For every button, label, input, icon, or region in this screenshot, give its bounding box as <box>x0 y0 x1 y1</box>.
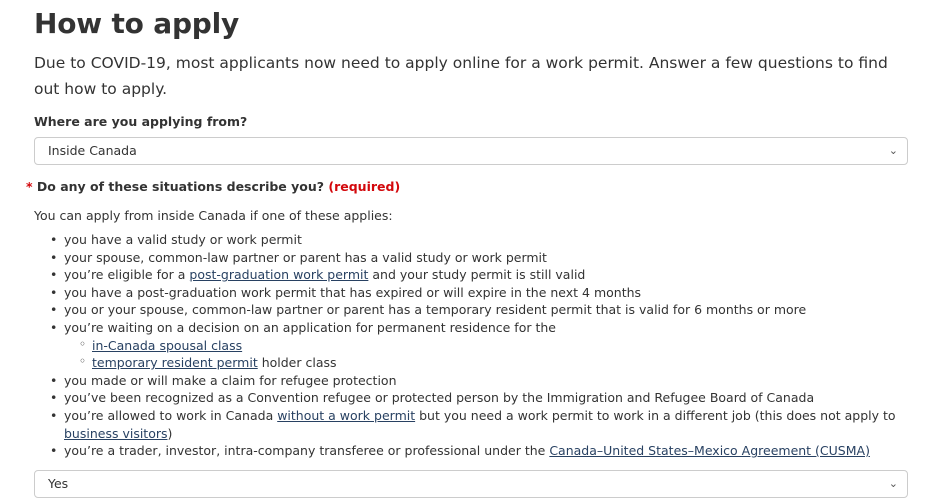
list-item: • you’re a trader, investor, intra-company transferee or professional under the Canada–United States–Mexico Agreement (CUSMA) <box>64 442 908 460</box>
list-item: • you made or will make a claim for refugee protection <box>64 372 908 390</box>
situations-label: Do any of these situations describe you? <box>36 179 325 194</box>
in-canada-spousal-class-link[interactable]: in-Canada spousal class <box>92 337 243 353</box>
intro-text: Due to COVID-19, most applicants now need to apply online for a work permit. Answer a few questions to find out how to apply. <box>34 54 888 98</box>
list-item: • you have a post-graduation work permit that has expired or will expire in the next 4 months <box>64 284 908 302</box>
cusma-link[interactable]: Canada–United States–Mexico Agreement (CUSMA) <box>549 443 870 459</box>
list-item: • you have a valid study or work permit <box>64 231 908 249</box>
list-item: • you’ve been recognized as a Convention refugee or protected person by the Immigration and Refugee Board of Canada <box>64 389 908 407</box>
page-title: How to apply <box>34 7 240 40</box>
list-item: • you or your spouse, common-law partner or parent has a temporary resident permit that is valid for 6 months or more <box>64 301 908 319</box>
chevron-down-icon: ⌄ <box>888 476 898 490</box>
required-star: * <box>26 179 33 194</box>
applying-from-label: Where are you applying from? <box>34 114 248 129</box>
post-graduation-work-permit-link[interactable]: post-graduation work permit <box>189 267 369 283</box>
list-item: • your spouse, common-law partner or parent has a valid study or work permit <box>64 249 908 267</box>
permanent-residence-classes <box>64 337 908 372</box>
situations-list <box>34 231 912 460</box>
sub-list-item: ◦ temporary resident permit holder class <box>92 354 908 372</box>
required-tag: (required) <box>328 179 401 194</box>
list-item: • you’re waiting on a decision on an application for permanent residence for the ◦ in-Canada spousal class ◦ temporary resident permit holder class <box>64 319 908 372</box>
situations-value: Yes <box>48 475 69 491</box>
list-item: • you’re eligible for a post-graduation work permit and your study permit is still valid <box>64 266 908 284</box>
applying-from-select[interactable] <box>34 137 908 165</box>
temporary-resident-permit-link[interactable]: temporary resident permit <box>92 355 258 371</box>
without-work-permit-link[interactable]: without a work permit <box>277 407 416 423</box>
list-item: • you’re allowed to work in Canada without a work permit but you need a work permit to work in a different job (this does not apply to business visitors) <box>64 407 908 442</box>
situations-question <box>26 179 912 194</box>
chevron-down-icon: ⌄ <box>888 144 898 157</box>
situations-help: You can apply from inside Canada if one of these applies: <box>34 208 393 223</box>
situations-select[interactable] <box>34 470 908 498</box>
applying-from-value: Inside Canada <box>48 143 137 158</box>
sub-list-item <box>92 337 908 355</box>
business-visitors-link[interactable]: business visitors <box>64 425 168 441</box>
